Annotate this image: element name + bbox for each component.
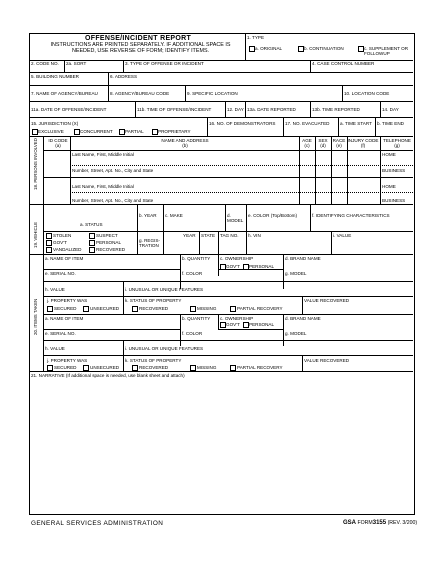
person1-business-phone: BUSINESS xyxy=(382,168,406,173)
item1-unusual-label: i. UNUSUAL OR UNIQUE FEATURES xyxy=(125,287,204,292)
footer-form-num: 3155 xyxy=(372,520,387,526)
item2-model-label: g. MODEL xyxy=(285,331,307,336)
person1-name-line: Last Name, First, Middle Initial xyxy=(72,152,134,157)
vehicle-vandalized-label: VANDALIZED xyxy=(53,247,82,252)
time-end-label: b. TIME END xyxy=(377,121,404,126)
item1-brand-label: d. BRAND NAME xyxy=(285,256,321,261)
jurisdiction-exclusive-label: EXCLUSIVE xyxy=(38,129,64,134)
footer-rev: (REV. 3/200) xyxy=(387,520,418,526)
time-offense-label: 11b. TIME OF OFFENSE/INCIDENT xyxy=(137,107,212,112)
item2-missing-label: MISSING xyxy=(197,365,217,370)
narrative-field[interactable] xyxy=(30,380,412,512)
date-offense-label: 11a. DATE OF OFFENSE/INCIDENT xyxy=(31,107,107,112)
item2-value-recovered-label: VALUE RECOVERED xyxy=(304,358,350,363)
item2-status-label: k. STATUS OF PROPERTY xyxy=(125,358,182,363)
item1-name-label: a. NAME OF ITEM xyxy=(45,256,84,261)
vehicle-vin-label: h. VIN xyxy=(248,233,261,238)
item1-value-recovered-label: VALUE RECOVERED xyxy=(304,298,350,303)
item1-model-label: g. MODEL xyxy=(285,271,307,276)
items-taken-side-label: 20. ITEMS TAKEN xyxy=(33,298,38,335)
building-number-label: 5. BUILDING NUMBER xyxy=(31,74,79,79)
vehicle-side-label: 19. VEHICLE xyxy=(33,221,38,248)
vehicle-make-label: c. MAKE xyxy=(165,213,183,218)
vehicle-year-label: b. YEAR xyxy=(139,213,157,218)
sex-header: SEX (d) xyxy=(318,138,328,148)
item2-secured-checkbox[interactable] xyxy=(47,365,53,371)
offense-type-label: 3. TYPE OF OFFENSE OR INCIDENT xyxy=(125,61,204,66)
item1-quantity-label: b. QUANTITY xyxy=(182,256,211,261)
item1-personal-label: PERSONAL xyxy=(249,264,275,269)
footer-gsa: GSA xyxy=(343,520,357,526)
item2-brand-label: d. BRAND NAME xyxy=(285,316,321,321)
item2-value-label: h. VALUE xyxy=(45,346,65,351)
item1-property-was-label: j. PROPERTY WAS xyxy=(47,298,88,303)
footer-form-word: FORM xyxy=(357,520,373,526)
jurisdiction-concurrent-label: CONCURRENT xyxy=(80,129,113,134)
form-instructions: INSTRUCTIONS ARE PRINTED SEPARATELY. IF ADDITIONAL SPACE IS NEEDED, USE REVERSE OF FORM; IDENTIFY ITEMS. xyxy=(50,42,231,54)
item1-recovered-checkbox[interactable] xyxy=(132,306,138,312)
item2-unusual-label: i. UNUSUAL OR UNIQUE FEATURES xyxy=(125,346,204,351)
day-reported-label: 14. DAY xyxy=(382,107,399,112)
type-supplement-label: c. SUPPLEMENT OR FOLLOWUP xyxy=(364,46,409,56)
item1-value-label: h. VALUE xyxy=(45,287,65,292)
registration-tag-label: TAG NO. xyxy=(220,233,239,238)
day-offense-label: 12. DAY xyxy=(227,107,244,112)
evacuated-label: 17. NO. EVACUATED xyxy=(285,121,330,126)
item1-serial-label: e. SERIAL NO. xyxy=(45,271,76,276)
item2-unsecured-label: UNSECURED xyxy=(90,365,120,370)
sort-label: 2a. SORT xyxy=(66,61,87,66)
item2-ownership-label: c. OWNERSHIP xyxy=(220,316,254,321)
footer-left-text: GENERAL SERVICES ADMINISTRATION xyxy=(31,520,164,527)
vehicle-stolen-checkbox[interactable] xyxy=(46,233,52,239)
date-reported-label: 13a. DATE REPORTED xyxy=(247,107,296,112)
time-start-label: a. TIME START xyxy=(340,121,372,126)
vehicle-recovered-label: RECOVERED xyxy=(96,247,126,252)
item2-color-label: f. COLOR xyxy=(182,331,203,336)
item1-partial-recovery-checkbox[interactable] xyxy=(230,306,236,312)
vehicle-govt-label: GOV'T xyxy=(53,240,67,245)
jurisdiction-label: 15. JURISDICTION (X) xyxy=(31,121,79,126)
item1-status-label: k. STATUS OF PROPERTY xyxy=(125,298,182,303)
type-label: 1. TYPE xyxy=(247,35,265,40)
item2-property-was-label: j. PROPERTY WAS xyxy=(47,358,88,363)
person2-business-phone: BUSINESS xyxy=(382,198,406,203)
person1-home-phone: HOME xyxy=(382,152,396,157)
persons-involved-side-label: 18. PERSONS INVOLVED xyxy=(33,138,38,190)
vehicle-registration-label: g. REGIS- TRATION xyxy=(139,238,160,248)
registration-year-label: YEAR xyxy=(183,233,196,238)
jurisdiction-partial-label: PARTIAL xyxy=(125,129,144,134)
id-code-header: ID CODE (a) xyxy=(48,138,68,148)
footer-form-number xyxy=(343,520,417,526)
time-reported-label: 13b. TIME REPORTED xyxy=(312,107,360,112)
item2-personal-label: PERSONAL xyxy=(249,322,275,327)
item1-partial-recovery-label: PARTIAL RECOVERY xyxy=(237,306,283,311)
item1-unsecured-checkbox[interactable] xyxy=(83,306,89,312)
type-original-label: a. ORIGINAL xyxy=(255,46,283,51)
agency-name-label: 7. NAME OF AGENCY/BUREAU xyxy=(31,91,98,96)
vehicle-recovered-checkbox[interactable] xyxy=(89,247,95,253)
item2-recovered-label: RECOVERED xyxy=(139,365,169,370)
person2-address-line: Number, Street, Apt. No., City and State xyxy=(72,198,154,203)
case-control-label: 4. CASE CONTROL NUMBER xyxy=(312,61,375,66)
vehicle-model-label: d. MODEL xyxy=(227,213,244,223)
vehicle-personal-label: PERSONAL xyxy=(96,240,122,245)
item1-secured-label: SECURED xyxy=(54,306,77,311)
item2-name-label: a. NAME OF ITEM xyxy=(45,316,84,321)
vehicle-personal-checkbox[interactable] xyxy=(89,240,95,246)
item1-recovered-label: RECOVERED xyxy=(139,306,169,311)
vehicle-vandalized-checkbox[interactable] xyxy=(46,247,52,253)
item2-govt-label: GOV'T xyxy=(226,322,240,327)
race-header: RACE (e) xyxy=(332,138,346,148)
item1-secured-checkbox[interactable] xyxy=(47,306,53,312)
item2-quantity-label: b. QUANTITY xyxy=(182,316,211,321)
vehicle-suspect-checkbox[interactable] xyxy=(89,233,95,239)
person1-address-line: Number, Street, Apt. No., City and State xyxy=(72,168,154,173)
item1-ownership-label: c. OWNERSHIP xyxy=(220,256,254,261)
form-title: OFFENSE/INCIDENT REPORT xyxy=(85,35,192,42)
vehicle-value-label: i. VALUE xyxy=(333,233,352,238)
demonstrators-label: 16. NO. OF DEMONSTRATORS xyxy=(209,121,276,126)
item2-secured-label: SECURED xyxy=(54,365,77,370)
item1-unsecured-label: UNSECURED xyxy=(90,306,120,311)
item2-unsecured-checkbox[interactable] xyxy=(83,365,89,371)
jurisdiction-proprietary-label: PROPRIETARY xyxy=(158,129,191,134)
item2-serial-label: e. SERIAL NO. xyxy=(45,331,76,336)
telephone-header: TELEPHONE (g) xyxy=(383,138,411,148)
item2-missing-checkbox[interactable] xyxy=(190,365,196,371)
vehicle-ident-label: f. IDENTIFYING CHARACTERISTICS xyxy=(312,213,390,218)
vehicle-stolen-label: STOLEN xyxy=(53,233,72,238)
item1-govt-label: GOV'T xyxy=(226,264,240,269)
name-address-header: NAME AND ADDRESS (b) xyxy=(161,138,209,148)
vehicle-status-label: a. STATUS xyxy=(80,222,103,227)
item2-recovered-checkbox[interactable] xyxy=(132,365,138,371)
vehicle-govt-checkbox[interactable] xyxy=(46,240,52,246)
type-continuation-label: b. CONTINUATION xyxy=(304,46,344,51)
person2-name-line: Last Name, First, Middle Initial xyxy=(72,184,134,189)
item2-partial-recovery-label: PARTIAL RECOVERY xyxy=(237,365,283,370)
vehicle-suspect-label: SUSPECT xyxy=(96,233,118,238)
item2-partial-recovery-checkbox[interactable] xyxy=(230,365,236,371)
age-header: AGE (c) xyxy=(302,138,312,148)
item1-missing-checkbox[interactable] xyxy=(190,306,196,312)
item1-missing-label: MISSING xyxy=(197,306,217,311)
vehicle-color-label: e. COLOR (Top/Bottom) xyxy=(248,213,298,218)
code-no-label: 2. CODE NO. xyxy=(31,61,59,66)
injury-code-header: INJURY CODE (f) xyxy=(347,138,379,148)
narrative-label: 21. NARRATIVE (If additional space is needed, use blank sheet and attach) xyxy=(31,373,185,378)
person2-home-phone: HOME xyxy=(382,184,396,189)
registration-state-label: STATE xyxy=(201,233,216,238)
agency-code-label: 8. AGENCY/BUREAU CODE xyxy=(110,91,170,96)
address-label: 6. ADDRESS xyxy=(110,74,138,79)
item1-color-label: f. COLOR xyxy=(182,271,203,276)
specific-location-label: 9. SPECIFIC LOCATION xyxy=(187,91,238,96)
location-code-label: 10. LOCATION CODE xyxy=(344,91,390,96)
